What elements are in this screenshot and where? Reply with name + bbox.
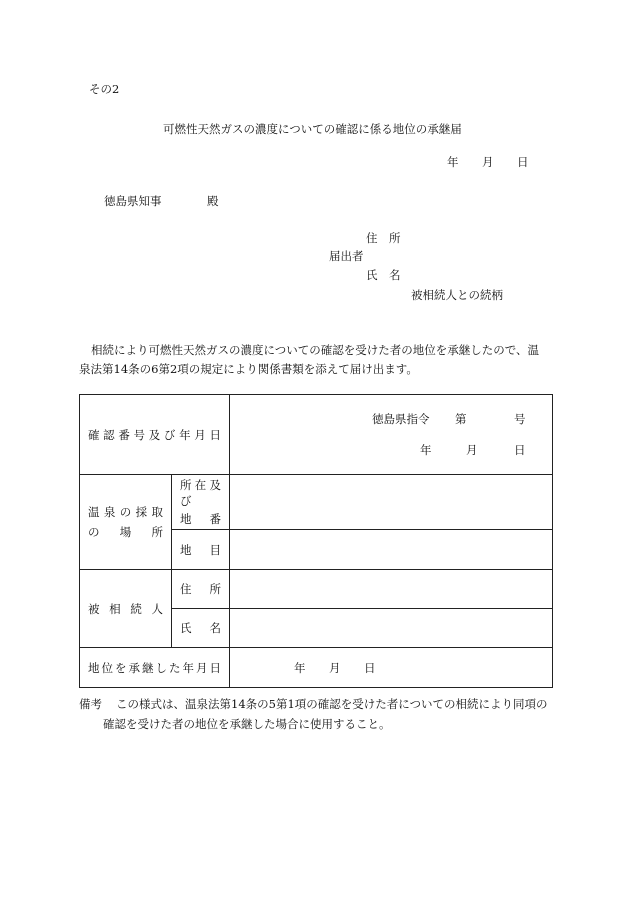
addressee-name: 徳島県知事 [104,194,162,208]
remarks-line2: 確認を受けた者の地位を承継した場合に使用すること。 [103,717,391,731]
decedent-address-label: 住 所 [180,582,221,596]
body-text-line1: 相続により可燃性天然ガスの濃度についての確認を受けた者の地位を承継したので、温 [91,343,540,357]
decedent-label-cell [80,570,172,648]
location-lot-label-line2: 地 番 [180,512,221,526]
decedent-name-label-cell [172,609,230,648]
designation-dai: 第 [455,412,467,426]
date-month-label: 月 [482,155,494,169]
page-title: 可燃性天然ガスの濃度についての確認に係る地位の承継届 [163,122,462,136]
succession-date-label-cell [80,648,230,688]
confirmation-month: 月 [466,443,478,457]
confirmation-label-cell [80,395,230,475]
confirmation-year: 年 [420,443,432,457]
decedent-address-label-cell [172,570,230,609]
decedent-label: 被相続人 [88,601,163,616]
form-number-label: その2 [89,82,120,96]
notifier-relationship-label: 被相続人との続柄 [411,288,503,302]
location-lot-label-line1: 所在及び [180,478,221,508]
date-year-label: 年 [447,155,459,169]
table-row-confirmation [80,395,553,475]
decedent-address-value-cell[interactable] [230,570,553,609]
confirmation-day: 日 [514,443,526,457]
succession-date-value-cell[interactable] [230,648,553,688]
succession-year: 年 [294,661,306,675]
notifier-address-label: 住 所 [366,231,401,245]
designation-go: 号 [514,412,526,426]
land-category-label: 地 目 [180,542,221,557]
table-row-decedent-address [80,570,553,609]
confirmation-label: 確認番号及び年月日 [88,427,221,442]
addressee-honorific: 殿 [207,194,219,208]
remarks-line1: この様式は、温泉法第14条の5第1項の確認を受けた者についての相続により同項の [116,697,548,711]
succession-month: 月 [329,661,341,675]
body-text-line2: 泉法第14条の6第2項の規定により関係書類を添えて届け出ます。 [79,362,418,376]
land-category-label-cell [172,530,230,570]
spring-location-label-line2: の場所 [88,525,163,539]
spring-location-label-cell [80,475,172,570]
table-row-succession-date [80,648,553,688]
date-day-label: 日 [517,155,529,169]
table-row-spring-location [80,475,553,530]
decedent-name-value-cell[interactable] [230,609,553,648]
decedent-name-label: 氏 名 [180,621,221,635]
form-table [79,394,553,688]
land-category-value-cell[interactable] [230,530,553,570]
remarks-label: 備考 [79,697,102,711]
succession-day: 日 [364,661,376,675]
location-lot-value-cell[interactable] [230,475,553,530]
succession-date-label: 地位を承継した年月日 [88,660,221,675]
notifier-label: 届出者 [329,249,364,263]
spring-location-label-line1: 温泉の採取 [88,505,163,519]
designation-prefix: 徳島県指令 [372,412,430,426]
confirmation-value-cell[interactable] [230,395,553,475]
location-lot-label-cell [172,475,230,530]
notifier-name-label: 氏 名 [366,268,401,282]
